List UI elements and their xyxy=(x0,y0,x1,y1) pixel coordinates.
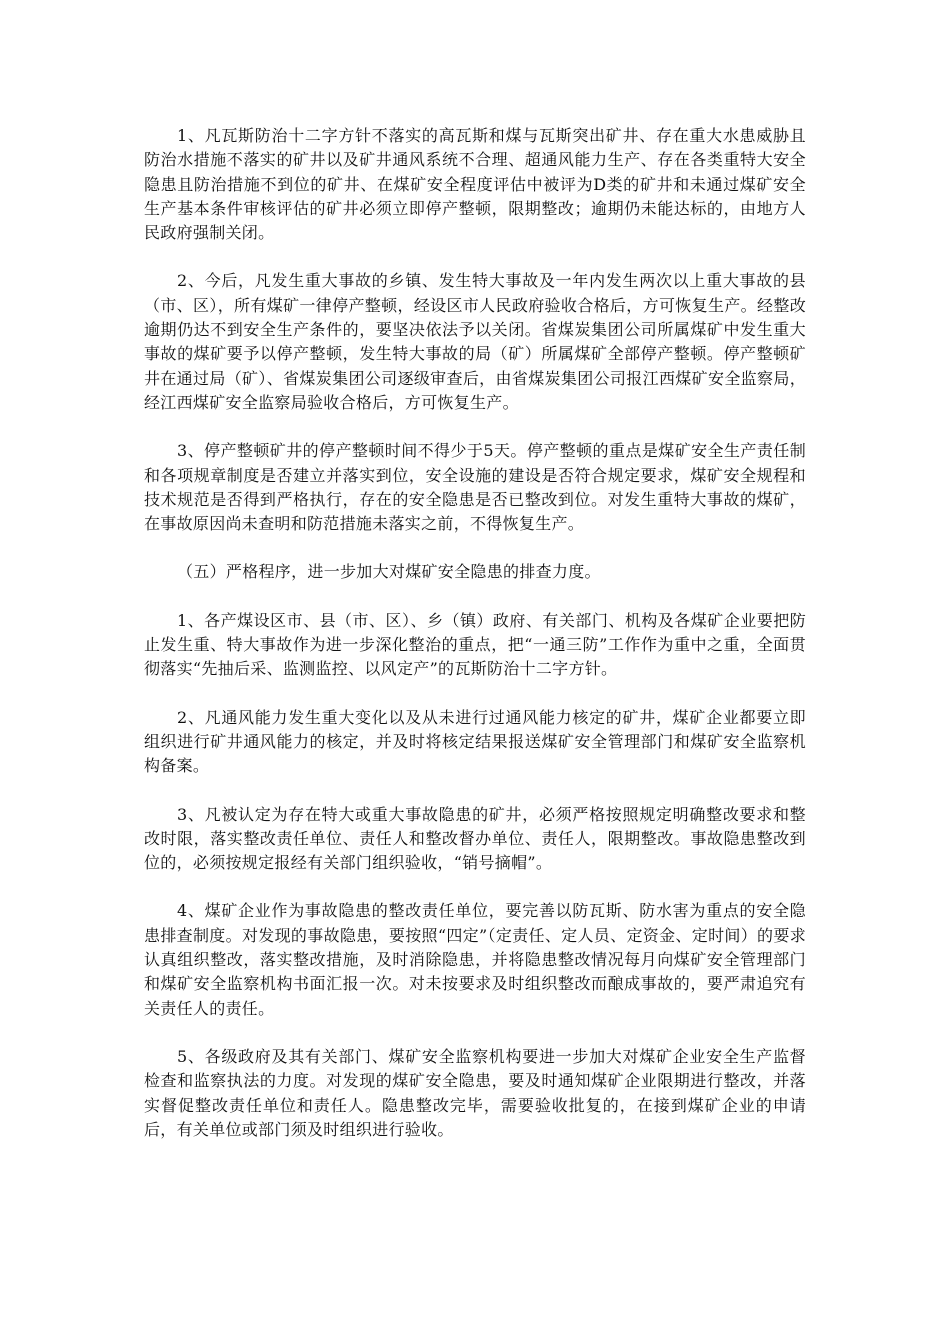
paragraph-3: 3、停产整顿矿井的停产整顿时间不得少于5天。停产整顿的重点是煤矿安全生产责任制和各项规章制度是否建立并落实到位，安全设施的建设是否符合规定要求，煤矿安全规程和技术规范是否得到严格执行，存在的安全隐患是否已整改到位。对发生重特大事故的煤矿，在事故原因尚未查明和防范措施未落实之前，不得恢复生产。 xyxy=(144,441,806,534)
paragraph-2: 2、今后，凡发生重大事故的乡镇、发生特大事故及一年内发生两次以上重大事故的县（市、区），所有煤矿一律停产整顿，经设区市人民政府验收合格后，方可恢复生产。经整改逾期仍达不到安全生产条件的，要坚决依法予以关闭。省煤炭集团公司所属煤矿中发生重大事故的煤矿要予以停产整顿，发生特大事故的局（矿）所属煤矿全部停产整顿。停产整顿矿井在通过局（矿）、省煤炭集团公司逐级审查后，由省煤炭集团公司报江西煤矿安全监察局，经江西煤矿安全监察局验收合格后，方可恢复生产。 xyxy=(144,271,806,412)
paragraph-1: 1、凡瓦斯防治十二字方针不落实的高瓦斯和煤与瓦斯突出矿井、存在重大水患威胁且防治水措施不落实的矿井以及矿井通风系统不合理、超通风能力生产、存在各类重特大安全隐患且防治措施不到位的矿井、在煤矿安全程度评估中被评为D类的矿井和未通过煤矿安全生产基本条件审核评估的矿井必须立即停产整顿，限期整改；逾期仍未能达标的，由地方人民政府强制关闭。 xyxy=(144,126,806,243)
section-heading-5: （五）严格程序，进一步加大对煤矿安全隐患的排查力度。 xyxy=(177,562,601,582)
paragraph-4: 1、各产煤设区市、县（市、区）、乡（镇）政府、有关部门、机构及各煤矿企业要把防止发生重、特大事故作为进一步深化整治的重点，把“一通三防”工作作为重中之重，全面贯彻落实“先抽后采、监测监控、以风定产”的瓦斯防治十二字方针。 xyxy=(144,610,806,679)
paragraph-6: 3、凡被认定为存在特大或重大事故隐患的矿井，必须严格按照规定明确整改要求和整改时限，落实整改责任单位、责任人和整改督办单位、责任人，限期整改。事故隐患整改到位的，必须按规定报经有关部门组织验收，“销号摘帽”。 xyxy=(144,804,806,873)
paragraph-5: 2、凡通风能力发生重大变化以及从未进行过通风能力核定的矿井，煤矿企业都要立即组织进行矿井通风能力的核定，并及时将核定结果报送煤矿安全管理部门和煤矿安全监察机构备案。 xyxy=(144,707,806,776)
paragraph-8: 5、各级政府及其有关部门、煤矿安全监察机构要进一步加大对煤矿企业安全生产监督检查和监察执法的力度。对发现的煤矿安全隐患，要及时通知煤矿企业限期进行整改，并落实督促整改责任单位和责任人。隐患整改完毕，需要验收批复的，在接到煤矿企业的申请后，有关单位或部门须及时组织进行验收。 xyxy=(144,1046,806,1139)
paragraph-7: 4、煤矿企业作为事故隐患的整改责任单位，要完善以防瓦斯、防水害为重点的安全隐患排查制度。对发现的事故隐患，要按照“四定”（定责任、定人员、定资金、定时间）的要求认真组织整改，落实整改措施，及时消除隐患，并将隐患整改情况每月向煤矿安全管理部门和煤矿安全监察机构书面汇报一次。对未按要求及时组织整改而酿成事故的，要严肃追究有关责任人的责任。 xyxy=(144,901,806,1018)
document-body xyxy=(144,124,806,1166)
